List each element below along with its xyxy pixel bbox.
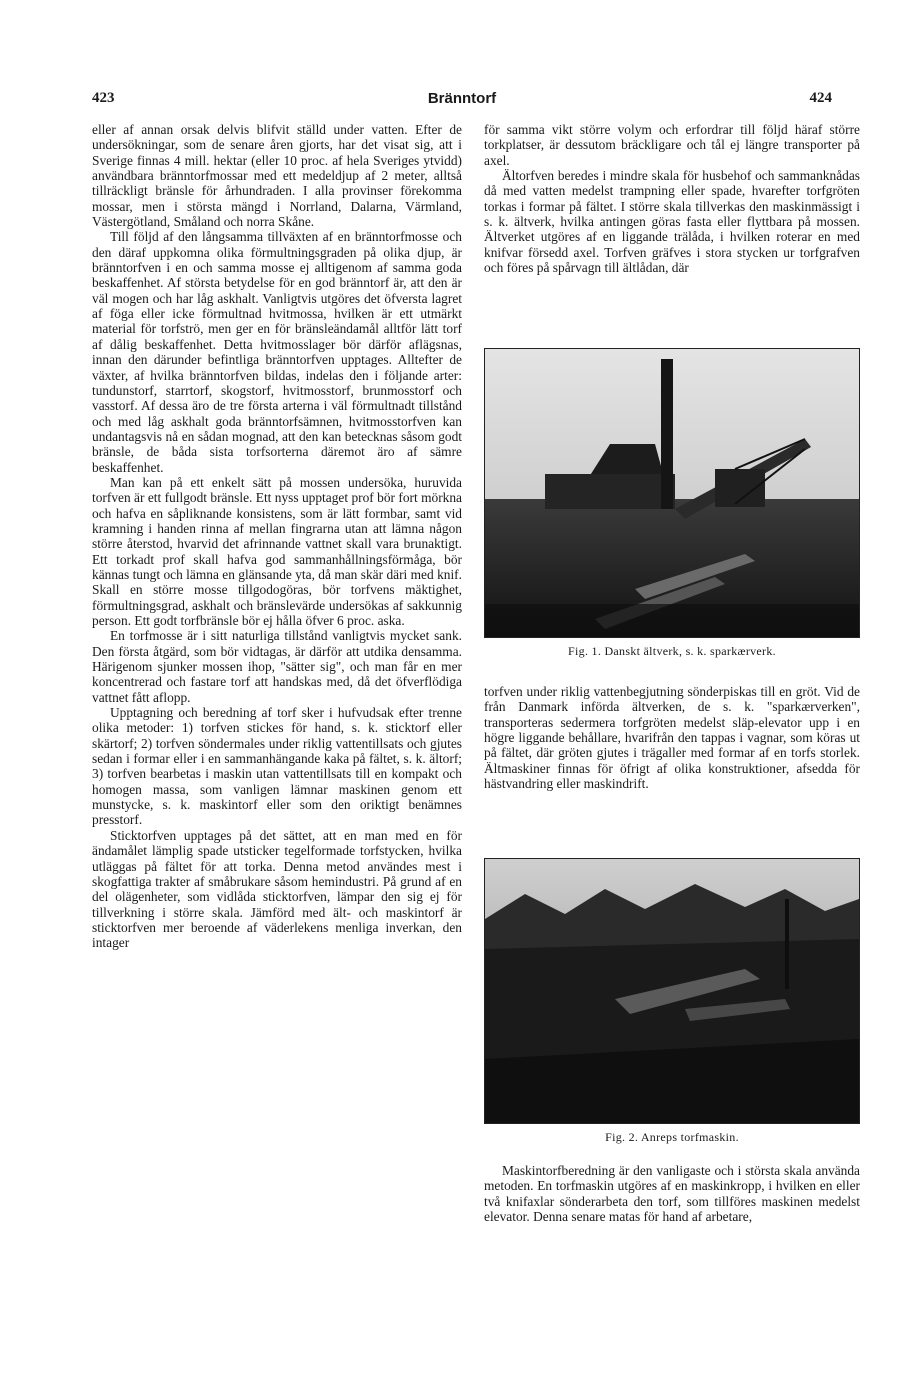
- paragraph: Sticktorfven upptages på det sättet, att en man med en för ändamålet lämplig spade utsticker tegelformade torfstycken, hvilka utläggas på fältet för att torka. Denna metod användes mest i skogfattiga trakter af småbrukare såsom hemindustri. På grund af en del olägenheter, som vidlåda sticktorfven, lämpar den sig ej för tillverkning i större skala. Jämförd med ält- och maskintorf är sticktorfven mer beroende af väderlekens menliga inverkan, den intager: [92, 827, 462, 951]
- paragraph: torfven under riklig vattenbegjutning sönderpiskas till en gröt. Vid de från Danmark införda ältverken, de s. k. "sparkærverken", transporteras sedermera torfgröten medelst släp-elevator upp i en högre liggande behållare, hvarifrån den tappas i vagnar, som köras ut på fältet, där gröten gjutes i trägaller med formar af en torfs storlek. Ältmaskiner finnas för öfrigt af olika konstruktioner, afsedda för hästvandring eller maskindrift.: [484, 684, 860, 792]
- page-header: [92, 90, 832, 114]
- paragraph: Ältorfven beredes i mindre skala för husbehof och sammanknådas då med vatten medelst trampning eller spade, hvarefter torfgröten torkas i formar på fältet. I större skala tillverkas den maskinmässigt i s. k. ältverk, hvilka antingen göras fasta eller flyttbara på mossen. Ältverket utgöres af en liggande trälåda, i hvilken roterar en med knifvar försedd axel. Torfven gräfves i stora stycken ur torfgrafven och föres på spårvagn till ältlådan, där: [484, 168, 860, 276]
- left-column: [92, 122, 462, 951]
- right-column-top: [484, 122, 860, 275]
- paragraph: En torfmosse är i sitt naturliga tillstånd vanligtvis mycket sank. Den första åtgärd, som bör vidtagas, är därför att utdika densamma. Härigenom sjunker mossen ihop, "sätter sig", och man får en mer koncentrerad och fastare torf att handskas med, då det öfverflödiga vattnet fått aflopp.: [92, 628, 462, 705]
- figure-caption: Fig. 2. Anreps torfmaskin.: [605, 1130, 739, 1144]
- right-column-bottom: [484, 1163, 860, 1224]
- right-column-middle: [484, 684, 860, 791]
- paragraph: Till följd af den långsamma tillväxten af en bränntorfmosse och den däraf uppkomna olika förmultningsgraden på olika djup, är bränntorfven i en och samma mosse ej alltigenom af samma goda beskaffenhet. Af största betydelse för en god bränntorf är, att den är väl mogen och har låg askhalt. Vanligtvis utgöres det öfversta lagret af föga eller icke förmultnad hvitmossa, hvilken är ett utmärkt material för torfströ, men ger en för bränsleändamål alltför lätt torf af dålig beskaffenhet. Detta hvitmosslager bör därför aflägsnas, innan den därunder befintliga bränntorfven upptages. Alltefter de växter, af hvilka bränntorfven bildas, indelas den i följande arter: tundunstorf, starrtorf, skogstorf, hvitmosstorf, brunmosstorf och vasstorf. Af dessa äro de tre första arterna i väl förmultnadt tillstånd och med låg askhalt goda bränntorfsämnen, hvitmosstorfven kan undantagsvis nå en sådan mognad, att den kan betecknas såsom godt bränsle, de båda sista torfsorterna däremot äro af sämre beskaffenhet.: [92, 229, 462, 475]
- running-title: Bränntorf: [427, 90, 497, 107]
- paragraph: Upptagning och beredning af torf sker i hufvudsak efter trenne olika metoder: 1) torfven stickes för hand, s. k. sticktorf eller skärtorf; 2) torfven söndermales under riklig vattentillsats och gjutes sedan i formar eller i en sammanhängande kaka på fältet, s. k. ältorf; 3) torfven bearbetas i maskin utan vattentillsats till en kompakt och homogen massa, som vanligen lämnar maskinen genom ett munstycke, s. k. maskintorf eller som den oriktigt benämnes presstorf.: [92, 705, 462, 828]
- paragraph: Man kan på ett enkelt sätt på mossen undersöka, huruvida torfven är ett fullgodt bränsle. Ett nyss upptaget prof bör fort mörkna och hafva en såpliknande konsistens, som är lätt formbar, samt vid kramning i handen rinna af mellan fingrarna utan att lämna någon större återstod, hvarvid det afrinnande vattnet skall vara brunaktigt. Ett torkadt prof skall hafva god sammanhållningsförmåga, bör kännas tungt och lämna en glänsande yta, då man skär däri med knif. Skall en större mosse tillgodogöras, bör torfvens mäktighet, förmultningsgrad, askhalt och bränslevärde undersökas af sakkunnig person. Ett godt torfbränsle bör ej hålla öfver 6 proc. aska.: [92, 474, 462, 628]
- figure-caption: Fig. 1. Danskt ältverk, s. k. sparkærverk.: [568, 644, 776, 658]
- figure-2: [484, 858, 860, 1145]
- paragraph: Maskintorfberedning är den vanligaste och i största skala använda metoden. En torfmaskin utgöres af en maskinkropp, i hvilken en eller två knifaxlar sönderarbeta den torf, som tillföres maskinen medelst elevator. Denna senare matas för hand af arbetare,: [484, 1163, 860, 1225]
- paragraph: eller af annan orsak delvis blifvit ställd under vatten. Efter de undersökningar, som de senare åren gjorts, har det visat sig, att i Sverige finnas 4 mill. hektar (eller 10 proc. af hela Sveriges ytvidd) användbara bränntorfmossar med ett medeldjup af 2 meter, alltså tillräckligt bränsle för århundraden. I alla provinser förekomma mossar, men i största mängd i Norrland, Dalarna, Värmland, Västergötland, Småland och norra Skåne.: [92, 122, 462, 230]
- figure-1: [484, 348, 860, 659]
- peat-mill-illustration: [485, 349, 859, 637]
- page-number-right: 424: [809, 90, 832, 106]
- paragraph: för samma vikt större volym och erfordrar till följd häraf större torkplatser, är dessutom bräckligare och tål ej längre transporter på axel.: [484, 122, 860, 168]
- peat-machine-illustration: [485, 859, 859, 1123]
- photo-peat-mill: [484, 348, 860, 638]
- photo-peat-machine: [484, 858, 860, 1124]
- page-number-left: 423: [92, 90, 115, 106]
